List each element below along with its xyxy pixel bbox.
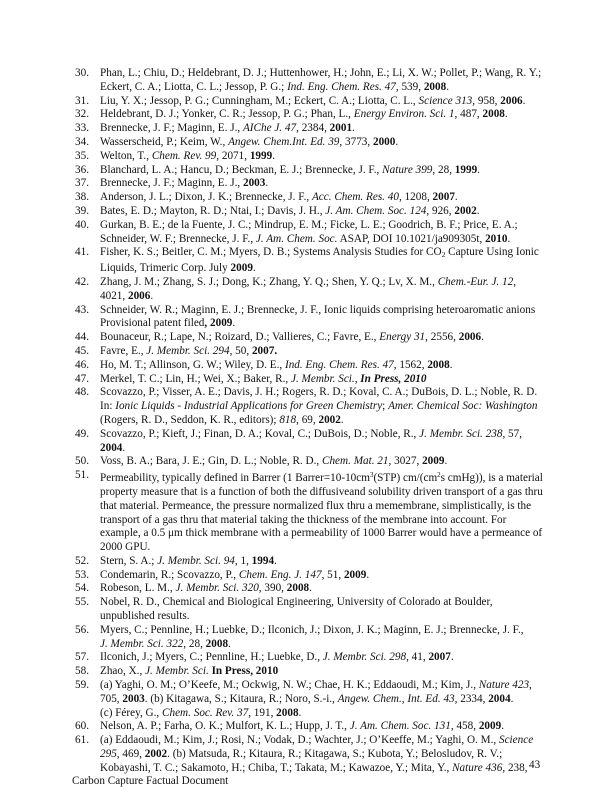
reference-line (100, 455, 612, 469)
reference-number: 38. (75, 191, 89, 204)
reference-text: 2002 (454, 204, 477, 217)
reference-text: unpublished results. (100, 610, 190, 623)
reference-line (100, 610, 612, 624)
reference-text: 2000 (372, 135, 396, 148)
reference-line (100, 345, 612, 359)
reference-item (0, 665, 612, 679)
reference-line (100, 317, 612, 331)
reference-line (100, 373, 612, 387)
reference-item (0, 386, 612, 427)
reference-text: Provisional patent filed (100, 317, 205, 330)
reference-text: 2009 (343, 568, 367, 581)
reference-text: ; (382, 400, 389, 413)
reference-text: Angew. Chem., Int. Ed. 43 (337, 692, 455, 705)
reference-text: . (274, 554, 277, 567)
reference-item (0, 122, 612, 136)
reference-line (100, 514, 612, 528)
reference-text: Ho, M. T.; Allinson, G. W.; Wiley, D. E., (100, 358, 285, 371)
reference-text: (STP) cm/(cm (373, 472, 438, 485)
reference-text: J. Membr. Sci. (145, 665, 209, 678)
reference-number: 49. (75, 427, 89, 440)
reference-text: , 1, (234, 554, 252, 567)
reference-text: 1999 (454, 163, 478, 176)
reference-line (100, 122, 612, 136)
reference-text: 2006 (500, 94, 523, 107)
footer-title: Carbon Capture Factual Document (72, 775, 229, 787)
reference-text: 2006 (127, 289, 151, 302)
reference-text: transport of a gas thru that material taking the thickness of the membrane into account. For (100, 513, 507, 526)
reference-text: 2009 (230, 262, 253, 275)
reference-text: J. Membr. Sci. 94 (157, 554, 235, 567)
reference-text: Nelson, A. P.; Farha, O. K.; Mulfort, K. L.; Hupp, J. T., (100, 720, 350, 733)
reference-text: , 2384, (296, 122, 330, 135)
reference-number: 31. (75, 94, 89, 107)
reference-item (0, 108, 612, 122)
reference-text: Wasserscheid, P.; Keim, W., (100, 135, 229, 148)
reference-item (0, 95, 612, 109)
reference-item (0, 624, 612, 652)
reference-number: 51. (75, 469, 89, 482)
reference-text: 2000 GPU. (100, 541, 151, 554)
reference-text: , (354, 372, 361, 385)
reference-item (0, 150, 612, 164)
reference-text: Nature 423 (478, 679, 530, 692)
reference-item (0, 679, 612, 720)
reference-text: Chem. Soc. Rev. 37 (162, 706, 249, 719)
reference-text: . (481, 331, 484, 344)
reference-text: Nature 436 (452, 761, 503, 774)
reference-text: 2008 (423, 80, 447, 93)
reference-text: , 539, (395, 80, 424, 93)
reference-item (0, 205, 612, 219)
reference-number: 37. (75, 177, 89, 190)
reference-text: . (272, 149, 275, 162)
reference-text: 2010 (485, 232, 508, 245)
reference-number: 41. (75, 246, 89, 259)
reference-text: , (513, 275, 517, 288)
reference-line (100, 428, 612, 442)
reference-text: 2 (437, 471, 441, 480)
reference-line (100, 442, 612, 456)
reference-text: (a) Eddaoudi, M.; Kim, J.; Rosi, N.; Vodak, D.; Wachter, J.; O’Keeffe, M.; Yaghi, O. M., (100, 734, 499, 747)
reference-text: . (522, 94, 526, 107)
reference-text: 1999 (249, 149, 273, 162)
reference-text: , 69, (296, 413, 319, 426)
reference-text: 2009 (478, 720, 502, 733)
reference-line (100, 136, 612, 150)
reference-text: , 50, (229, 344, 252, 357)
reference-line (100, 386, 612, 400)
reference-text: . (228, 637, 231, 650)
reference-text: 2008 (427, 358, 450, 371)
reference-line (100, 679, 612, 693)
reference-text: s cmHg)), is a material (440, 472, 543, 485)
reference-text: , 487, (454, 108, 483, 121)
reference-number: 39. (75, 204, 89, 217)
reference-text: . (507, 232, 511, 245)
reference-line (100, 414, 612, 428)
reference-text: Schneider, W. R.; Maginn, E. J.; Brennecke, J. F., Ionic liquids comprising heteroaromatic anions (100, 303, 536, 316)
reference-text: 2008 (205, 637, 229, 650)
reference-text: (c) Férey, G., (100, 706, 163, 719)
reference-line (100, 624, 612, 638)
reference-text: Science 313 (418, 94, 473, 107)
reference-item (0, 373, 612, 387)
reference-number: 45. (75, 344, 89, 357)
reference-text: (a) Yaghi, O. M.; O’Keefe, M.; Ockwig, N. W.; Chae, H. K.; Eddaoudi, M.; Kim, J., (100, 679, 479, 692)
reference-text: Chem.-Eur. J. 12 (437, 275, 514, 288)
reference-text: . (501, 720, 504, 733)
reference-text: 2007. (251, 344, 278, 357)
reference-number: 30. (75, 67, 89, 79)
reference-text: property measure that is a function of both the diffusiveand solubility driven transport of a gas thru (100, 485, 543, 498)
reference-number: 40. (75, 218, 89, 231)
reference-line (100, 276, 612, 290)
reference-line (100, 555, 612, 569)
reference-item (0, 555, 612, 569)
reference-line (100, 527, 612, 541)
reference-text: J. Am. Chem. Soc. 124 (325, 204, 427, 217)
reference-line (100, 233, 612, 247)
reference-number: 61. (75, 734, 89, 747)
reference-text: , 51, (321, 568, 344, 581)
reference-text: , (529, 679, 532, 692)
reference-text: Scovazzo, P.; Visser, A. E.; Davis, J. H.; Rogers, R. D.; Koval, C. A.; DuBois, D. L.; Noble, R. D. (100, 386, 538, 399)
reference-text: 2008 (276, 706, 299, 719)
reference-text: , 926, (426, 204, 455, 217)
reference-text: . (352, 122, 355, 135)
reference-text: , 2071, (216, 149, 250, 162)
reference-text: , 2009 (204, 317, 233, 330)
reference-text: Blanchard, L. A.; Hancu, D.; Beckman, E. J.; Brennecke, J. F., (100, 163, 383, 176)
reference-line (100, 150, 612, 164)
reference-text: Anderson, J. L.; Dixon, J. K.; Brennecke, J. F., (100, 191, 312, 204)
reference-text: , 390, (258, 582, 287, 595)
reference-text: 2003 (122, 692, 145, 705)
reference-text: 818 (279, 413, 297, 426)
reference-line (100, 734, 612, 748)
reference-text: . (446, 80, 449, 93)
reference-line (100, 67, 612, 81)
reference-text: Zhao, X., (100, 665, 146, 678)
reference-text: 705, (100, 692, 123, 705)
reference-text: Robeson, L. M., (100, 582, 176, 595)
reference-number: 47. (75, 372, 89, 385)
reference-text: Amer. Chemical Soc: Washington (388, 400, 538, 413)
reference-line (100, 569, 612, 583)
reference-text: Zhang, J. M.; Zhang, S. J.; Dong, K.; Zhang, Y. Q.; Shen, Y. Q.; Lv, X. M., (100, 275, 438, 288)
reference-text: . (232, 317, 236, 330)
reference-text: Nobel, R. D., Chemical and Biological Engineering, University of Colorado at Boulder, (100, 596, 493, 609)
reference-item (0, 469, 612, 555)
reference-item (0, 651, 612, 665)
reference-text: example, a 0.5 μm thick membrane with a permeability of 1000 Barrer would have a permeance of (100, 527, 543, 540)
reference-text: . (454, 191, 458, 204)
reference-item (0, 164, 612, 178)
reference-text: . (477, 163, 480, 176)
reference-text: . (340, 413, 344, 426)
reference-number: 54. (75, 582, 89, 595)
reference-item (0, 359, 612, 373)
reference-number: 46. (75, 358, 89, 371)
reference-text: Brennecke, J. F.; Maginn, E. J., (100, 122, 243, 135)
reference-text: 2 (441, 250, 446, 260)
reference-text: Stern, S. A.; (100, 554, 158, 567)
reference-text: Ind. Eng. Chem. Res. 47 (284, 358, 394, 371)
reference-number: 58. (75, 665, 89, 678)
reference-line (100, 665, 612, 679)
reference-text: Brennecke, J. F.; Maginn, E. J., (100, 177, 243, 190)
reference-text: 4021, (100, 289, 128, 302)
reference-item (0, 67, 612, 95)
reference-text: In Press, 2010 (360, 372, 427, 385)
reference-text: J. Membr. Sci. 298 (322, 651, 407, 664)
reference-text: Chem. Mat. 21 (322, 455, 389, 468)
reference-text: , 2334, (454, 692, 489, 705)
reference-text: J. Membr. Sci. (291, 372, 355, 385)
reference-text: In Press, 2010 (211, 665, 279, 678)
reference-number: 50. (75, 455, 89, 468)
reference-text: . (366, 568, 370, 581)
reference-text: . (510, 692, 514, 705)
reference-item (0, 246, 612, 276)
reference-item (0, 304, 612, 332)
reference-text: . (309, 582, 312, 595)
reference-text: Ionic Liquids - Industrial Applications for Green Chemistry (115, 400, 383, 413)
reference-text: Scovazzo, P.; Kieft, J.; Finan, D. A.; Koval, C.; DuBois, D.; Noble, R., (100, 427, 420, 440)
reference-item (0, 345, 612, 359)
reference-text: , 958, (472, 94, 501, 107)
reference-text: ASAP, DOI 10.1021/ja909305t, (337, 232, 486, 245)
reference-item (0, 191, 612, 205)
reference-number: 48. (75, 386, 89, 399)
reference-text: Ilconich, J.; Myers, C.; Pennline, H.; Luebke, D., (100, 651, 323, 664)
reference-number: 44. (75, 331, 89, 344)
reference-line (100, 290, 612, 304)
reference-line (100, 262, 612, 276)
reference-text: Voss, B. A.; Bara, J. E.; Gin, D. L.; Noble, R. D., (100, 455, 322, 468)
reference-text: 2009 (422, 455, 445, 468)
reference-item (0, 428, 612, 456)
reference-text: Eckert, C. A.; Liotta, C. L.; Jessop, P. G.; (100, 80, 288, 93)
reference-line (100, 108, 612, 122)
reference-line (100, 582, 612, 596)
reference-text: , 458, (450, 720, 479, 733)
reference-text: 2001 (329, 122, 353, 135)
reference-text: . (150, 289, 154, 302)
reference-text: Phan, L.; Chiu, D.; Heldebrant, D. J.; Huttenhower, H.; John, E.; Li, X. W.; Pollet, P.; Wang, R. Y.; (100, 67, 542, 79)
reference-number: 52. (75, 554, 89, 567)
reference-item (0, 136, 612, 150)
reference-line (100, 500, 612, 514)
reference-text: 2008 (482, 108, 505, 121)
reference-item (0, 582, 612, 596)
reference-number: 36. (75, 163, 89, 176)
reference-text: J. Am. Chem. Soc. 131 (349, 720, 451, 733)
reference-text: . (b) Matsuda, R.; Kitaura, R.; Kitagawa, S.; Kubota, Y.; Belosludov, R. V.; (167, 748, 503, 761)
reference-text: Liquids, Trimeric Corp. July (100, 262, 231, 275)
reference-text: Permeability, typically defined in Barrer (1 Barrer=10-10cm (100, 472, 370, 485)
reference-text: 2008 (286, 582, 310, 595)
reference-text: 2002 (144, 748, 168, 761)
reference-text: Schneider, W. F.; Brennecke, J. F., (100, 232, 256, 245)
reference-line (100, 331, 612, 345)
reference-line (100, 596, 612, 610)
reference-text: Heldebrant, D. J.; Yonker, C. R.; Jessop, P. G.; Phan, L., (100, 108, 354, 121)
reference-line (100, 164, 612, 178)
reference-line (100, 720, 612, 734)
reference-number: 57. (75, 651, 89, 664)
reference-line (100, 469, 612, 486)
reference-text: 2004 (100, 441, 123, 454)
reference-text: , 469, (116, 748, 145, 761)
reference-text: Acc. Chem. Res. 40 (311, 191, 399, 204)
reference-number: 59. (75, 679, 89, 692)
reference-text: . (252, 262, 256, 275)
reference-text: AIChe J. 47 (242, 122, 297, 135)
reference-text: . (444, 455, 448, 468)
reference-line (100, 304, 612, 318)
reference-text: Ind. Eng. Chem. Res. 47 (287, 80, 396, 93)
reference-text: 1994 (251, 554, 275, 567)
reference-text: Chem. Eng. J. 147 (238, 568, 322, 581)
reference-text: Angew. Chem.Int. Ed. 39 (228, 135, 340, 148)
reference-text: , 28, (183, 637, 206, 650)
reference-line (100, 400, 612, 414)
reference-line (100, 219, 612, 233)
reference-text: Chem. Rev. 99 (151, 149, 217, 162)
reference-line (100, 81, 612, 95)
reference-line (100, 707, 612, 721)
reference-number: 42. (75, 275, 89, 288)
reference-line (100, 205, 612, 219)
reference-number: 60. (75, 720, 89, 733)
reference-number: 43. (75, 303, 89, 316)
reference-text: Energy 31 (379, 331, 426, 344)
reference-text: . (395, 135, 399, 148)
reference-text: Liu, Y. X.; Jessop, P. G.; Cunningham, M.; Eckert, C. A.; Liotta, C. L., (100, 94, 419, 107)
reference-text: , 238, (502, 761, 528, 774)
reference-text: . (265, 177, 269, 190)
reference-text: , 3027, (388, 455, 423, 468)
reference-text: J. Membr. Sci. 238 (419, 427, 503, 440)
page-number: 43 (529, 759, 541, 771)
reference-item (0, 734, 612, 775)
reference-text: J. Membr. Sci. 320 (175, 582, 259, 595)
reference-text: . (450, 651, 454, 664)
reference-text: Welton, T., (100, 149, 152, 162)
reference-text: Kobayashi, T. C.; Sakamoto, H.; Chiba, T.; Takata, M.; Kawazoe, Y.; Mita, Y., (100, 761, 453, 774)
reference-text: . (504, 108, 508, 121)
reference-text: 2007 (428, 651, 451, 664)
reference-item (0, 569, 612, 583)
reference-number: 53. (75, 568, 89, 581)
reference-line (100, 177, 612, 191)
reference-text: Energy Environ. Sci. 1 (353, 108, 455, 121)
reference-text: 3 (369, 471, 374, 480)
reference-item (0, 177, 612, 191)
reference-text: , 191, (248, 706, 277, 719)
reference-text: Nature 399 (382, 163, 433, 176)
reference-text: , 2556, (425, 331, 459, 344)
reference-text: Bates, E. D.; Mayton, R. D.; Ntai, I.; Davis, J. H., (100, 204, 326, 217)
reference-number: 55. (75, 596, 89, 609)
reference-item (0, 331, 612, 345)
reference-line (100, 638, 612, 652)
reference-text: J. Am. Chem. Soc. (255, 232, 338, 245)
reference-text: Merkel, T. C.; Lin, H.; Wei, X.; Baker, R., (100, 372, 291, 385)
reference-text: , 28, (432, 163, 455, 176)
reference-text: that material. Permeance, the pressure normalized flux thru a memembrane, simplistically, is the (100, 499, 532, 512)
reference-text: J. Membr. Sci. 322 (100, 637, 184, 650)
reference-number: 56. (75, 623, 89, 636)
reference-text: . (298, 706, 302, 719)
reference-text: . (476, 204, 480, 217)
reference-text: 2006 (458, 331, 482, 344)
reference-line (100, 651, 612, 665)
reference-text: 2004 (488, 692, 511, 705)
reference-text: , 3773, (339, 135, 373, 148)
reference-text: Bounaceur, R.; Lape, N.; Roizard, D.; Vallieres, C.; Favre, E., (100, 331, 380, 344)
reference-item (0, 455, 612, 469)
reference-text: 2007 (432, 191, 455, 204)
reference-text: . (449, 358, 453, 371)
reference-text: Condemarin, R.; Scovazzo, P., (100, 568, 239, 581)
reference-text: Science (499, 734, 534, 747)
reference-text: . (b) Kitagawa, S.; Kitaura, R.; Noro, S.-i., (144, 692, 338, 705)
reference-text: 295 (100, 748, 117, 761)
reference-text: Myers, C.; Pennline, H.; Luebke, D.; Ilconich, J.; Dixon, J. K.; Maginn, E. J.; Brennecke, J. F., (100, 623, 524, 636)
reference-line (100, 541, 612, 555)
reference-text: (Rogers, R. D., Seddon, K. R., editors); (100, 413, 280, 426)
reference-line (100, 246, 612, 262)
reference-number: 32. (75, 108, 89, 121)
reference-text: J. Membr. Sci. 294 (146, 344, 230, 357)
reference-line (100, 191, 612, 205)
reference-list (0, 67, 612, 776)
reference-text: Fisher, K. S.; Beitler, C. M.; Myers, D. B.; Systems Analysis Studies for CO (100, 246, 442, 259)
reference-text: , 1208, (398, 191, 433, 204)
reference-text: In: (100, 400, 116, 413)
reference-item (0, 219, 612, 247)
reference-line (100, 486, 612, 500)
reference-item (0, 720, 612, 734)
reference-text: 2002 (318, 413, 341, 426)
reference-number: 35. (75, 149, 89, 162)
reference-text: , 1562, (393, 358, 428, 371)
reference-item (0, 276, 612, 304)
reference-line (100, 95, 612, 109)
reference-text: , 57, (502, 427, 523, 440)
reference-number: 34. (75, 135, 89, 148)
reference-item (0, 596, 612, 624)
reference-text: Gurkan, B. E.; de la Fuente, J. C.; Mindrup, E. M.; Ficke, L. E.; Goodrich, B. F.; Price, E. A.; (100, 218, 518, 231)
reference-text: Favre, E., (100, 344, 147, 357)
reference-text: , 41, (406, 651, 429, 664)
reference-text: . (122, 441, 126, 454)
reference-line (100, 359, 612, 373)
reference-text: Capture Using Ionic (445, 246, 539, 259)
reference-line (100, 693, 612, 707)
reference-text: 2003 (242, 177, 266, 190)
reference-number: 33. (75, 122, 89, 135)
